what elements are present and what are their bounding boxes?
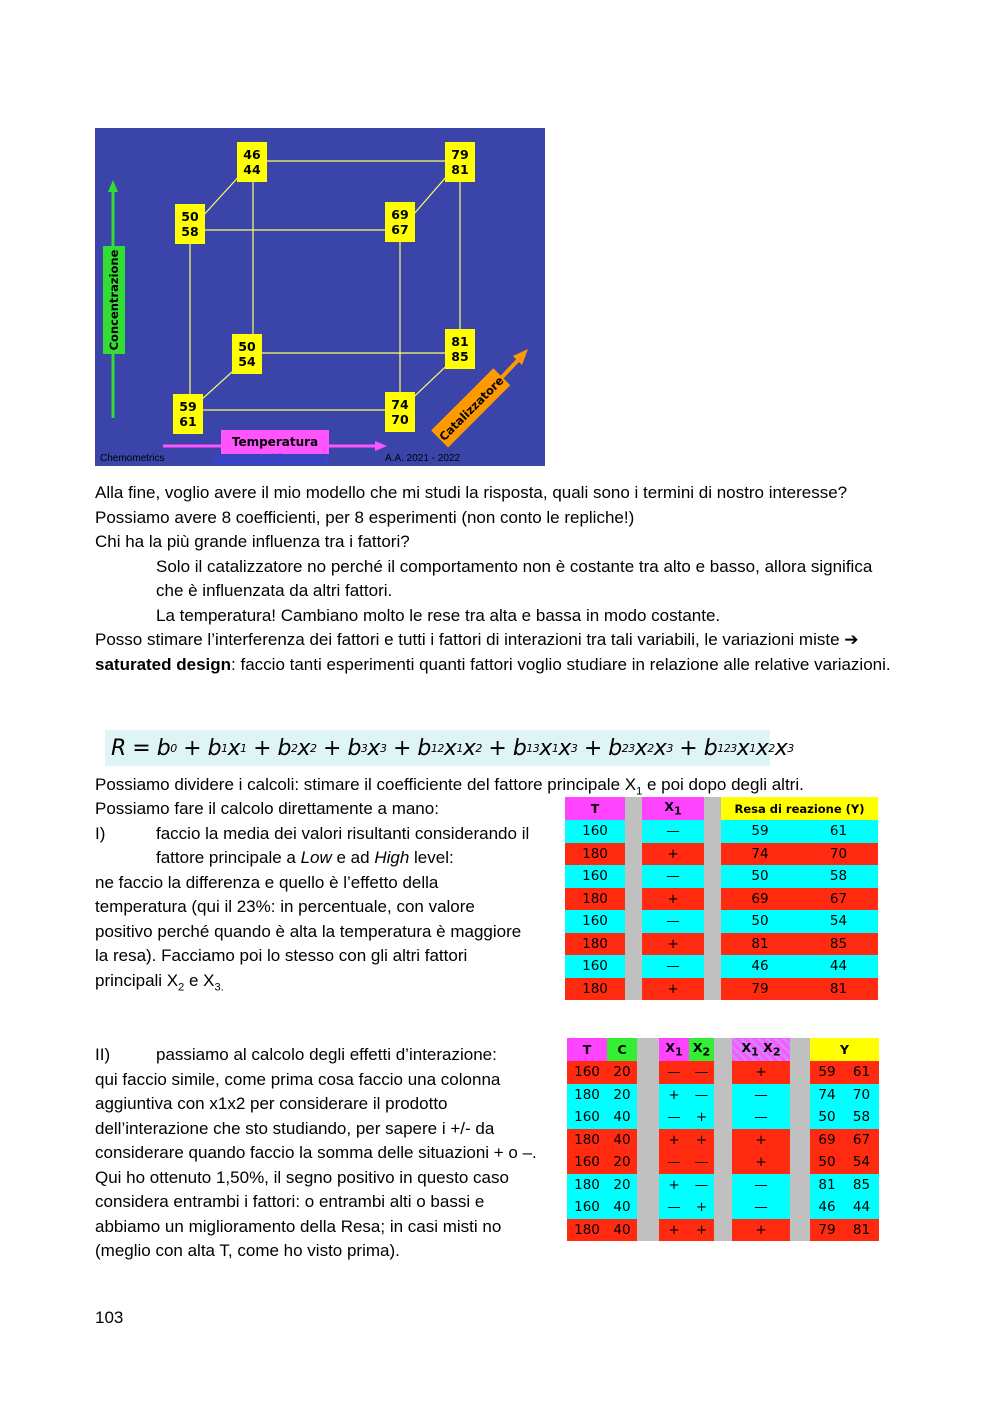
x2-sign-cell: + — [689, 1106, 714, 1129]
spacer-cell — [625, 910, 642, 933]
yield-table — [565, 797, 878, 1000]
spacer-cell — [637, 1151, 659, 1174]
concentration-cell: 20 — [607, 1061, 637, 1084]
yield-cell: 46 — [810, 1196, 844, 1219]
text-block-intro — [95, 481, 895, 677]
x1-sign-cell: + — [642, 843, 704, 866]
table-row — [567, 1174, 879, 1197]
spacer-cell — [704, 933, 721, 956]
catalyst-label — [431, 368, 510, 447]
spacer-cell — [625, 955, 642, 978]
paragraph: Chi ha la più grande influenza tra i fattori? — [95, 532, 410, 551]
cube-vertex: 79 81 — [445, 142, 475, 182]
paragraph: Possiamo avere 8 coefficienti, per 8 esperimenti (non conto le repliche!) — [95, 507, 635, 527]
spacer-cell — [714, 1219, 732, 1242]
slide-footer-right: A.A. 2021 - 2022 — [385, 453, 461, 464]
spacer-cell — [637, 1174, 659, 1197]
table-header-row — [565, 797, 878, 820]
cube-vertex: 74 70 — [385, 392, 415, 432]
cube-vertex: 69 67 — [385, 202, 415, 242]
column-header: $X_1$ — [659, 1038, 689, 1061]
x2-sign-cell: + — [689, 1219, 714, 1242]
paragraph: Posso stimare l’interferenza dei fattori e tutti i fattori di interazioni tra tali variabili, le variazioni miste ➔ saturated design: faccio tanti esperimenti quanti fattori voglio studiare in relazione alle relative variazioni. — [95, 630, 891, 674]
temperature-cell: 160 — [567, 1106, 607, 1129]
temperature-cell: 180 — [567, 1084, 607, 1107]
temperature-cell: 180 — [567, 1219, 607, 1242]
yield-cell: 85 — [844, 1174, 879, 1197]
spacer-cell — [790, 1084, 810, 1107]
concentration-cell: 20 — [607, 1174, 637, 1197]
spacer-cell — [714, 1061, 732, 1084]
interaction-table — [567, 1038, 879, 1241]
x1x2-sign-cell: — — [732, 1196, 790, 1219]
yield-cell: 81 — [721, 933, 799, 956]
table-row — [565, 978, 878, 1001]
spacer-cell — [625, 865, 642, 888]
yield-cell: 67 — [799, 888, 878, 911]
concentration-cell: 40 — [607, 1196, 637, 1219]
temperature-cell: 180 — [565, 888, 625, 911]
paragraph: Solo il catalizzatore no perché il comportamento non è costante tra alto e basso, allora significa che è influenzata da altri fattori. — [156, 556, 873, 600]
text-block-left-2 — [95, 1043, 543, 1264]
yield-cell: 44 — [799, 955, 878, 978]
yield-cell: 54 — [799, 910, 878, 933]
yield-cell: 54 — [844, 1151, 879, 1174]
paragraph: Possiamo dividere i calcoli: stimare il coefficiente del fattore principale $X_1$ e poi dopo degli altri. — [95, 775, 804, 798]
page-number: 103 — [95, 1308, 124, 1327]
column-header: $X_2$ — [689, 1038, 714, 1061]
paragraph: Alla fine, voglio avere il mio modello che mi studi la risposta, quali sono i termini di nostro interesse? — [95, 483, 848, 502]
cube-vertex: 81 85 — [445, 329, 475, 369]
concentration-cell: 20 — [607, 1151, 637, 1174]
spacer-cell — [704, 888, 721, 911]
concentration-text: Concentrazione — [107, 249, 121, 351]
x1x2-sign-cell: + — [732, 1061, 790, 1084]
yield-cell: 67 — [844, 1129, 879, 1152]
temperature-cell: 160 — [565, 910, 625, 933]
spacer-cell — [637, 1106, 659, 1129]
concentration-cell: 20 — [607, 1084, 637, 1107]
yield-cell: 69 — [810, 1129, 844, 1152]
temperature-cell: 160 — [567, 1196, 607, 1219]
spacer-cell — [704, 820, 721, 843]
yield-cell: 50 — [721, 865, 799, 888]
yield-cell: 58 — [844, 1106, 879, 1129]
spacer-cell — [714, 1038, 732, 1061]
x1-sign-cell: — — [642, 865, 704, 888]
concentration-cell: 40 — [607, 1129, 637, 1152]
spacer-cell — [637, 1084, 659, 1107]
table-row — [565, 820, 878, 843]
spacer-cell — [704, 797, 721, 820]
column-header: C — [607, 1038, 637, 1061]
yield-cell: 61 — [799, 820, 878, 843]
yield-cell: 46 — [721, 955, 799, 978]
table-row — [567, 1196, 879, 1219]
cube-vertex: 50 54 — [232, 334, 262, 374]
yield-cell: 44 — [844, 1196, 879, 1219]
x1-sign-cell: — — [642, 820, 704, 843]
spacer-cell — [704, 865, 721, 888]
table-row — [565, 933, 878, 956]
x1-sign-cell: + — [642, 933, 704, 956]
spacer-cell — [714, 1196, 732, 1219]
yield-cell: 50 — [721, 910, 799, 933]
table-row — [565, 910, 878, 933]
table-row — [567, 1151, 879, 1174]
yield-cell: 81 — [844, 1219, 879, 1242]
spacer-cell — [625, 888, 642, 911]
column-header: Resa di reazione (Y) — [721, 797, 878, 820]
x1x2-sign-cell: + — [732, 1219, 790, 1242]
x1x2-sign-cell: + — [732, 1129, 790, 1152]
spacer-cell — [790, 1174, 810, 1197]
list-item: II) passiamo al calcolo degli effetti d’interazione: — [95, 1045, 497, 1064]
spacer-cell — [637, 1196, 659, 1219]
spacer-cell — [714, 1151, 732, 1174]
yield-cell: 70 — [844, 1084, 879, 1107]
spacer-cell — [625, 797, 642, 820]
x1-sign-cell: — — [659, 1106, 689, 1129]
spacer-cell — [625, 820, 642, 843]
x1-sign-cell: + — [659, 1129, 689, 1152]
spacer-cell — [714, 1129, 732, 1152]
x2-sign-cell: + — [689, 1129, 714, 1152]
yield-cell: 58 — [799, 865, 878, 888]
spacer-cell — [704, 955, 721, 978]
spacer-cell — [637, 1219, 659, 1242]
text-block-left-1 — [95, 797, 555, 999]
temperature-cell: 180 — [565, 843, 625, 866]
slide-footer-email[interactable]: marina.cocchi@unimore.it — [213, 453, 329, 464]
x1-sign-cell: — — [642, 910, 704, 933]
spacer-cell — [704, 843, 721, 866]
x2-sign-cell: + — [689, 1196, 714, 1219]
yield-cell: 50 — [810, 1106, 844, 1129]
x2-sign-cell: — — [689, 1061, 714, 1084]
yield-cell: 81 — [810, 1174, 844, 1197]
spacer-cell — [704, 978, 721, 1001]
column-header: $X_1$ — [642, 797, 704, 820]
spacer-cell — [790, 1196, 810, 1219]
x1x2-sign-cell: + — [732, 1151, 790, 1174]
column-header: Y — [810, 1038, 879, 1061]
cube-vertex: 46 44 — [237, 142, 267, 182]
spacer-cell — [714, 1106, 732, 1129]
cube-vertex: 50 58 — [175, 204, 205, 244]
temperature-cell: 180 — [565, 933, 625, 956]
table-row — [565, 843, 878, 866]
paragraph: La temperatura! Cambiano molto le rese tra alta e bassa in modo costante. — [156, 605, 721, 625]
temperature-cell: 180 — [567, 1174, 607, 1197]
yield-cell: 81 — [799, 978, 878, 1001]
cube-lines — [95, 128, 545, 466]
spacer-cell — [625, 978, 642, 1001]
x1x2-sign-cell: — — [732, 1084, 790, 1107]
temperature-cell: 160 — [567, 1151, 607, 1174]
x1-sign-cell: + — [642, 888, 704, 911]
x1x2-sign-cell: — — [732, 1174, 790, 1197]
x1-sign-cell: — — [642, 955, 704, 978]
paragraph: ne faccio la differenza e quello è l’effetto della temperatura (qui il 23%: in percentuale, con valore positivo perché quando è alta la temperatura è maggiore la resa). Facciamo poi lo stesso con gli altri fattori principali $X_2$ e $X_{3.}$ — [95, 872, 522, 993]
yield-cell: 50 — [810, 1151, 844, 1174]
concentration-cell: 40 — [607, 1219, 637, 1242]
x1-sign-cell: — — [659, 1151, 689, 1174]
spacer-cell — [637, 1061, 659, 1084]
spacer-cell — [790, 1129, 810, 1152]
concentration-label — [103, 246, 125, 354]
spacer-cell — [790, 1061, 810, 1084]
x1-sign-cell: + — [659, 1084, 689, 1107]
table-row — [567, 1219, 879, 1242]
spacer-cell — [637, 1129, 659, 1152]
spacer-cell — [790, 1151, 810, 1174]
x2-sign-cell: — — [689, 1174, 714, 1197]
spacer-cell — [704, 910, 721, 933]
table-row — [565, 955, 878, 978]
x1-sign-cell: + — [659, 1219, 689, 1242]
column-header: T — [565, 797, 625, 820]
temperature-cell: 160 — [565, 865, 625, 888]
yield-cell: 74 — [810, 1084, 844, 1107]
spacer-cell — [714, 1174, 732, 1197]
temperature-cell: 160 — [565, 955, 625, 978]
spacer-cell — [790, 1219, 810, 1242]
table-row — [565, 865, 878, 888]
spacer-cell — [790, 1106, 810, 1129]
yield-cell: 59 — [721, 820, 799, 843]
table-row — [567, 1084, 879, 1107]
spacer-cell — [790, 1038, 810, 1061]
temperature-cell: 160 — [567, 1061, 607, 1084]
yield-cell: 74 — [721, 843, 799, 866]
yield-cell: 61 — [844, 1061, 879, 1084]
column-header: $X_1$ $X_2$ — [732, 1038, 790, 1061]
arrow-icon: ➔ — [844, 630, 859, 649]
paragraph: Possiamo fare il calcolo direttamente a mano: — [95, 799, 439, 818]
svg-text:Catalizzatore: Catalizzatore — [436, 373, 507, 444]
spacer-cell — [625, 933, 642, 956]
temperature-cell: 160 — [565, 820, 625, 843]
cube-vertex: 59 61 — [173, 394, 203, 434]
table-row — [565, 888, 878, 911]
x1x2-sign-cell: — — [732, 1106, 790, 1129]
yield-cell: 69 — [721, 888, 799, 911]
paragraph: qui faccio simile, come prima cosa faccio una colonna aggiuntiva con x1x2 per considerare il prodotto dell’interazione che sto studiando, per sapere i +/- da considerare quando faccio la somma delle situazioni + o –. Qui ho ottenuto 1,50%, il segno positivo in questo caso considera entrambi i fattori: o entrambi alti o bassi e abbiamo un miglioramento della Resa; in casi misti no (meglio con alta T, come ho visto prima). — [95, 1069, 537, 1260]
table-header-row — [567, 1038, 879, 1061]
spacer-cell — [637, 1038, 659, 1061]
yield-cell: 59 — [810, 1061, 844, 1084]
table-row — [567, 1061, 879, 1084]
list-item: I) faccio la media dei valori risultanti considerando il fattore principale a Low e ad High level: — [95, 823, 530, 867]
regression-formula: R = b 0 + b 1 x 1 + b 2 x 2 + b 3 x 3 + b 12 x 1 x 2 + b 13 x 1 x 3 + b 23 x 2 x 3 + b 123 x 1 x 2 x 3 — [105, 730, 770, 766]
temperature-label: Temperatura — [221, 430, 329, 454]
column-header: T — [567, 1038, 607, 1061]
yield-cell: 70 — [799, 843, 878, 866]
spacer-cell — [625, 843, 642, 866]
slide-footer-left: Chemometrics — [100, 453, 165, 464]
factorial-cube-figure — [95, 128, 545, 466]
yield-cell: 79 — [810, 1219, 844, 1242]
x1-sign-cell: + — [659, 1174, 689, 1197]
x2-sign-cell: — — [689, 1151, 714, 1174]
x1-sign-cell: + — [642, 978, 704, 1001]
yield-cell: 85 — [799, 933, 878, 956]
x2-sign-cell: — — [689, 1084, 714, 1107]
spacer-cell — [714, 1084, 732, 1107]
yield-cell: 79 — [721, 978, 799, 1001]
concentration-cell: 40 — [607, 1106, 637, 1129]
table-row — [567, 1106, 879, 1129]
table-row — [567, 1129, 879, 1152]
x1-sign-cell: — — [659, 1196, 689, 1219]
x1-sign-cell: — — [659, 1061, 689, 1084]
temperature-cell: 180 — [567, 1129, 607, 1152]
temperature-cell: 180 — [565, 978, 625, 1001]
